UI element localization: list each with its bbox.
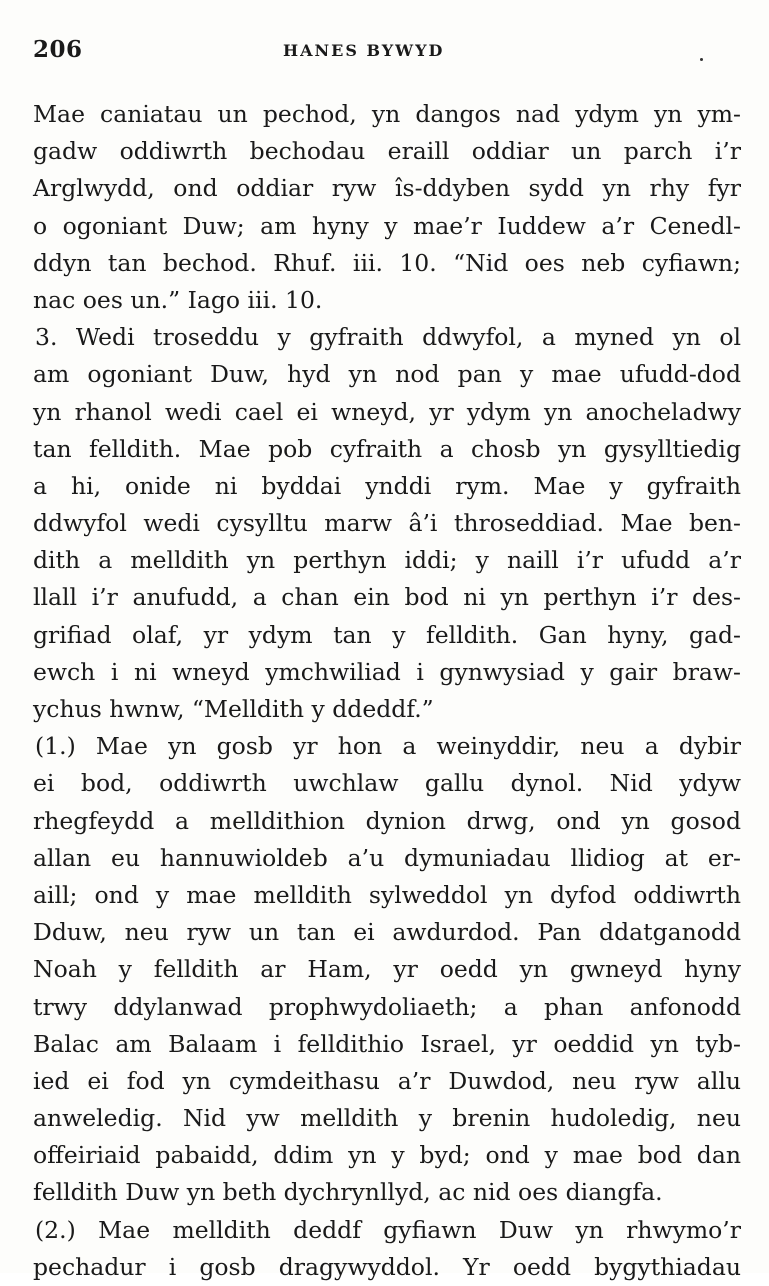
text-line: trwy ddylanwad prophwydoliaeth; a phan anfonodd: [33, 992, 741, 1021]
text-line: ddwyfol wedi cysylltu marw â’i throseddiad. Mae ben-: [33, 509, 741, 538]
page-header: [33, 36, 739, 66]
text-line: pechadur i gosb dragywyddol. Yr oedd bygythiadau: [33, 1252, 741, 1281]
page-number: 206: [33, 36, 83, 63]
text-line: grifiad olaf, yr ydym tan y felldith. Gan hyny, gad-: [33, 620, 741, 649]
text-line: nac oes un.” Iago iii. 10.: [33, 285, 323, 314]
text-line: anweledig. Nid yw melldith y brenin hudoledig, neu: [33, 1104, 741, 1133]
body-text: [33, 96, 741, 1286]
text-line: felldith Duw yn beth dychrynllyd, ac nid oes diangfa.: [33, 1178, 663, 1207]
text-line: Mae caniatau un pechod, yn dangos nad ydym yn ym-: [33, 100, 741, 128]
text-line: ychus hwnw, “Melldith y ddeddf.”: [33, 695, 434, 723]
print-speck: [700, 58, 703, 61]
text-line: 3. Wedi troseddu y gyfraith ddwyfol, a myned yn ol: [35, 323, 741, 352]
text-line: llall i’r anufudd, a chan ein bod ni yn perthyn i’r des-: [33, 583, 741, 612]
text-line: allan eu hannuwioldeb a’u dymuniadau llidiog at er-: [33, 843, 741, 872]
text-line: a hi, onide ni byddai ynddi rym. Mae y gyfraith: [33, 471, 741, 500]
text-line: am ogoniant Duw, hyd yn nod pan y mae ufudd-dod: [33, 360, 741, 389]
text-line: Arglwydd, ond oddiar ryw îs-ddyben sydd yn rhy fyr: [33, 174, 741, 203]
text-line: ei bod, oddiwrth uwchlaw gallu dynol. Nid ydyw: [33, 769, 741, 798]
text-line: Noah y felldith ar Ham, yr oedd yn gwneyd hyny: [33, 955, 741, 984]
text-line: tan felldith. Mae pob cyfraith a chosb yn gysylltiedig: [33, 434, 741, 463]
text-line: Balac am Balaam i felldithio Israel, yr oeddid yn tyb-: [33, 1029, 741, 1058]
text-line: Dduw, neu ryw un tan ei awdurdod. Pan ddatganodd: [33, 918, 741, 947]
text-line: ewch i ni wneyd ymchwiliad i gynwysiad y gair braw-: [33, 657, 741, 686]
text-line: ddyn tan bechod. Rhuf. iii. 10. “Nid oes neb cyfiawn;: [33, 248, 741, 277]
text-line: rhegfeydd a melldithion dynion drwg, ond yn gosod: [33, 806, 741, 835]
text-line: offeiriaid pabaidd, ddim yn y byd; ond y mae bod dan: [33, 1141, 741, 1170]
text-line: aill; ond y mae melldith sylweddol yn dyfod oddiwrth: [33, 880, 741, 909]
text-line: (2.) Mae melldith deddf gyfiawn Duw yn rhwymo’r: [35, 1215, 741, 1244]
text-line: o ogoniant Duw; am hyny y mae’r Iuddew a’r Cenedl-: [33, 211, 741, 240]
text-line: ied ei fod yn cymdeithasu a’r Duwdod, neu ryw allu: [33, 1066, 741, 1095]
running-title: HANES BYWYD: [283, 41, 445, 60]
text-line: yn rhanol wedi cael ei wneyd, yr ydym yn anocheladwy: [33, 397, 741, 426]
text-line: dith a melldith yn perthyn iddi; y naill i’r ufudd a’r: [33, 546, 741, 575]
text-line: gadw oddiwrth bechodau eraill oddiar un parch i’r: [33, 137, 741, 166]
text-line: (1.) Mae yn gosb yr hon a weinyddir, neu a dybir: [35, 732, 741, 761]
